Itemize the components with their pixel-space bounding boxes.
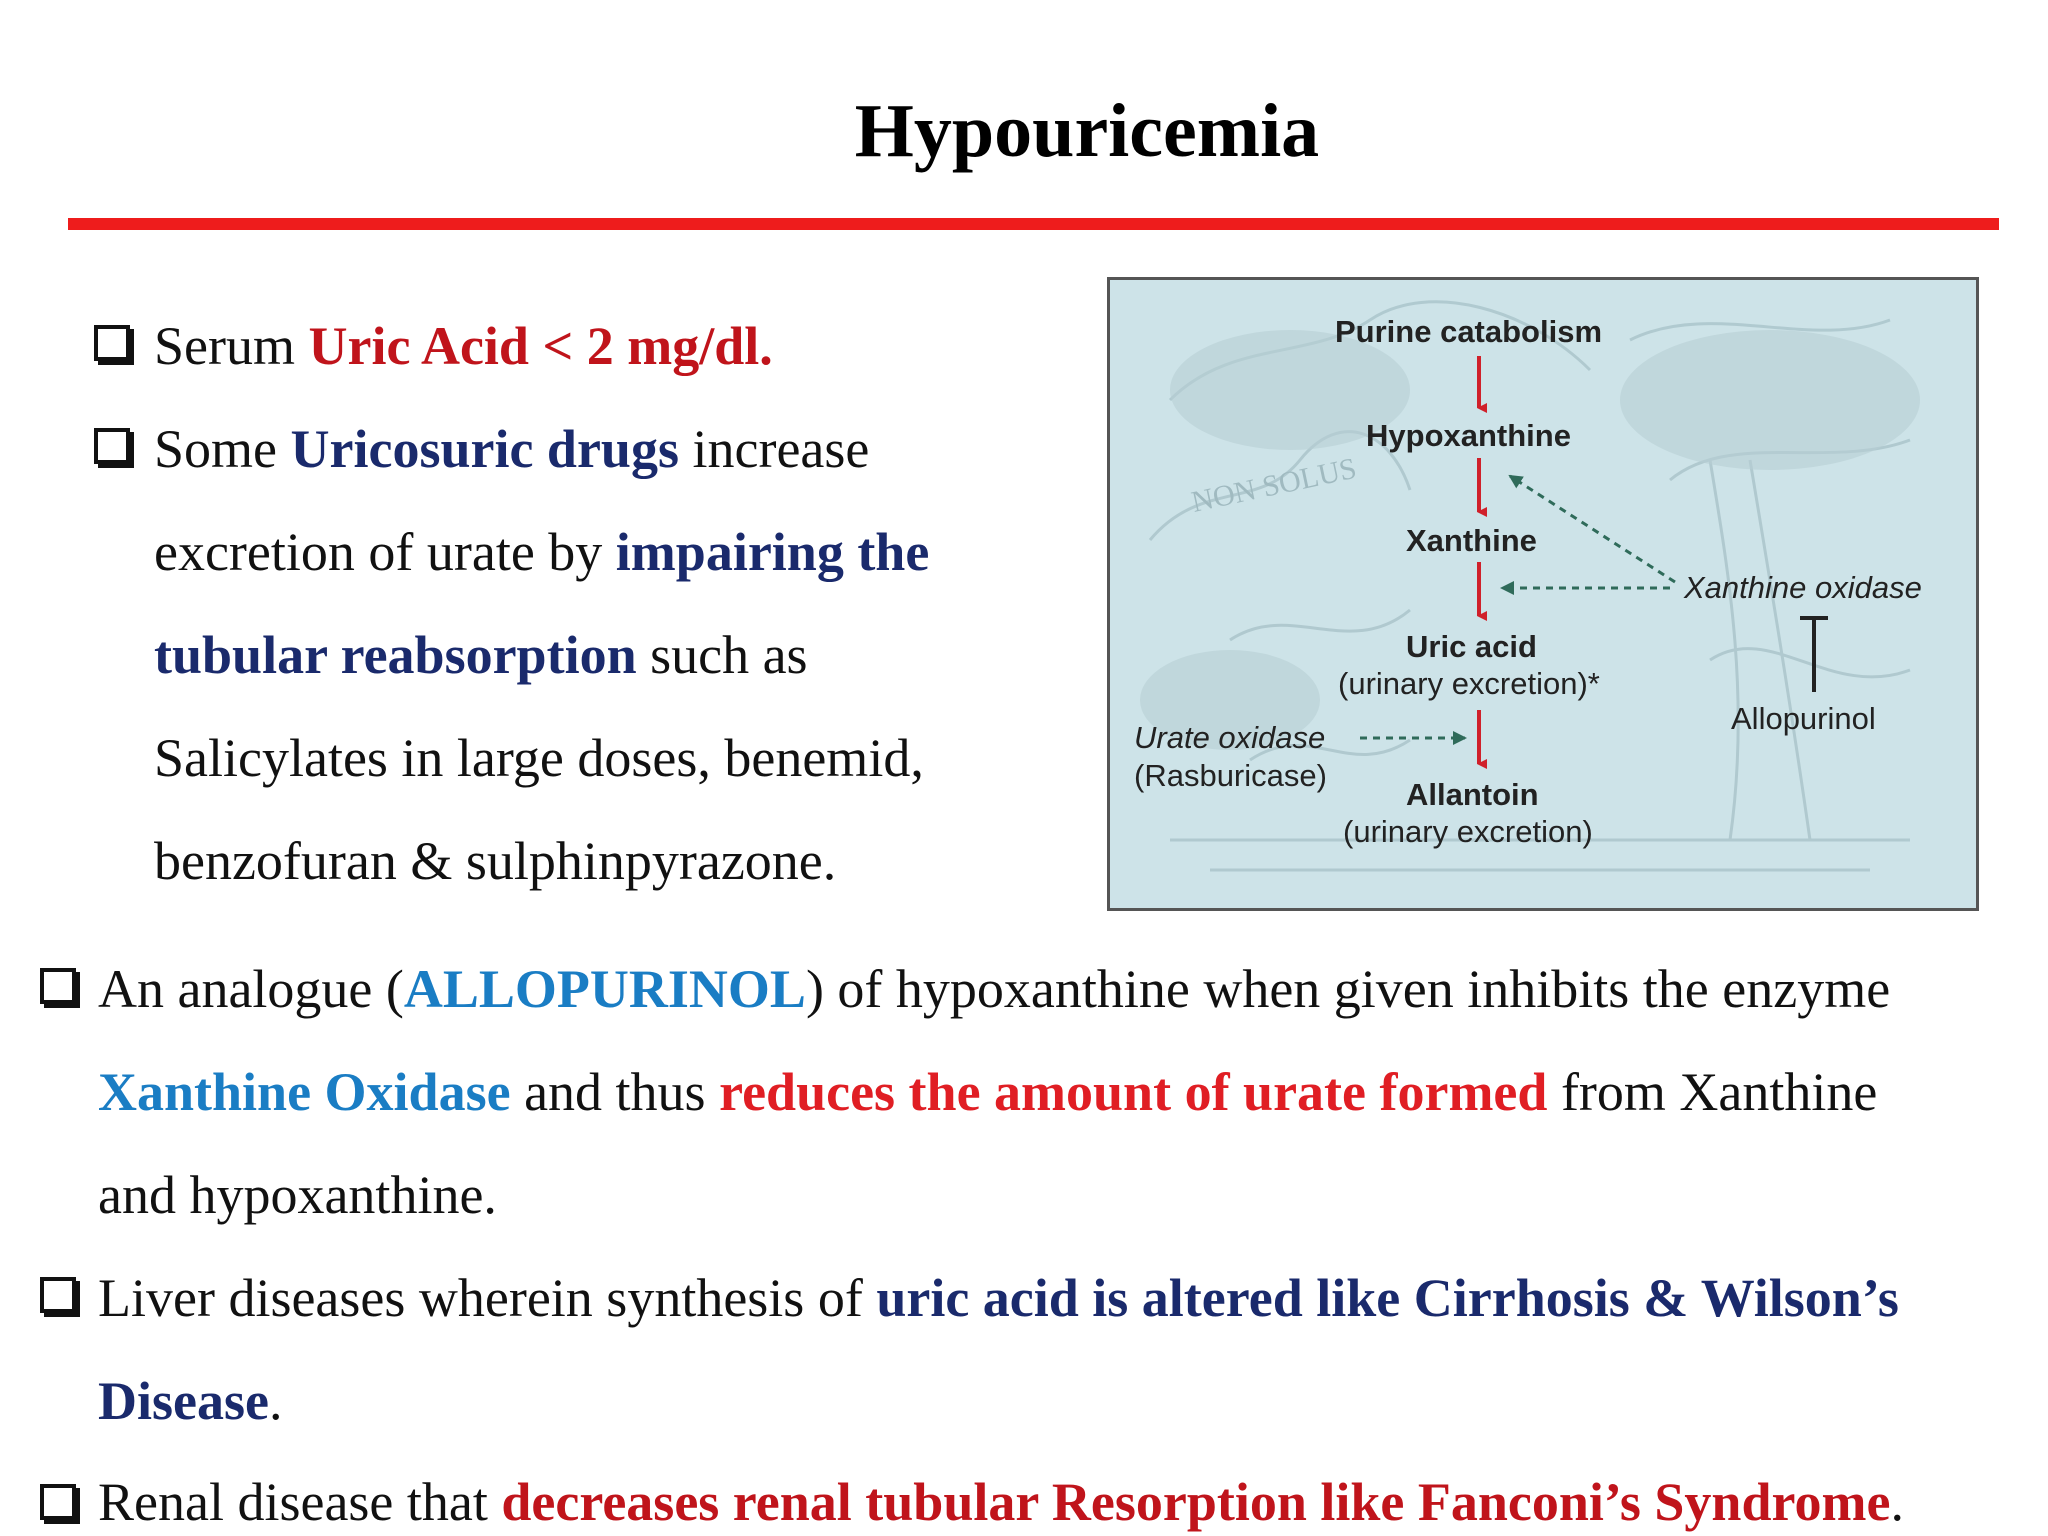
bullet-2-line-3 — [154, 623, 808, 687]
bullet-3-line-2 — [98, 1060, 1877, 1124]
highlight: decreases renal tubular Resorption like Fanconi’s Syndrome — [501, 1472, 1891, 1532]
checkbox-bullet-icon — [40, 1484, 76, 1520]
text: and thus — [510, 1062, 720, 1122]
text: from Xanthine — [1547, 1062, 1878, 1122]
text: Renal disease that — [98, 1472, 502, 1532]
text: Salicylates in large doses, benemid, — [154, 728, 924, 788]
label-xanthine-oxidase: Xanthine oxidase — [1684, 570, 1922, 605]
label-purine-catabolism: Purine catabolism — [1335, 314, 1603, 349]
highlight: impairing the — [615, 522, 930, 582]
label-hypoxanthine: Hypoxanthine — [1366, 418, 1571, 453]
checkbox-bullet-icon — [94, 325, 130, 361]
bullet-2-line-5 — [154, 829, 836, 893]
text: . — [268, 1371, 283, 1431]
text: ) of hypoxanthine when given inhibits the enzyme — [805, 959, 1891, 1019]
highlight: Uric Acid < 2 mg/dl. — [308, 316, 773, 376]
label-allantoin-note: (urinary excretion) — [1343, 814, 1593, 849]
label-uric-acid: Uric acid — [1406, 629, 1537, 664]
bullet-4-line-2 — [98, 1369, 282, 1433]
text: and hypoxanthine. — [98, 1165, 497, 1225]
text: benzofuran & sulphinpyrazone. — [154, 831, 837, 891]
highlight: uric acid is altered like Cirrhosis & Wilson’s — [876, 1268, 1899, 1328]
purine-pathway-figure — [1107, 277, 1979, 911]
highlight: Disease — [98, 1371, 269, 1431]
checkbox-bullet-icon — [40, 968, 76, 1004]
bullet-3-line-3 — [98, 1163, 497, 1227]
watermark-text: NON SOLUS — [1188, 451, 1360, 519]
label-allantoin: Allantoin — [1406, 777, 1539, 812]
bullet-2-line-1 — [154, 417, 869, 481]
text: Liver diseases wherein synthesis of — [98, 1268, 877, 1328]
text: increase — [678, 419, 870, 479]
slide-title: Hypouricemia — [854, 89, 1320, 173]
text: An analogue ( — [98, 959, 404, 1019]
label-uric-acid-note: (urinary excretion)* — [1338, 666, 1600, 701]
text: . — [1890, 1472, 1904, 1532]
bullet-1-line — [154, 314, 773, 378]
highlight: tubular reabsorption — [154, 625, 637, 685]
checkbox-bullet-icon — [40, 1277, 76, 1313]
text: such as — [636, 625, 808, 685]
label-urate-oxidase: Urate oxidase — [1134, 720, 1326, 755]
highlight: reduces the amount of urate formed — [719, 1062, 1548, 1122]
text: excretion of urate by — [154, 522, 616, 582]
label-rasburicase: (Rasburicase) — [1134, 758, 1327, 793]
highlight: Xanthine Oxidase — [98, 1062, 511, 1122]
bullet-5-line — [98, 1470, 1904, 1534]
highlight: ALLOPURINOL — [403, 959, 806, 1019]
text: Some — [154, 419, 291, 479]
bullet-4-line-1 — [98, 1266, 1899, 1330]
bullet-2-line-2 — [154, 520, 929, 584]
bullet-3-line-1 — [98, 957, 1890, 1021]
bullet-2-line-4 — [154, 726, 924, 790]
checkbox-bullet-icon — [94, 428, 130, 464]
text: Serum — [154, 316, 309, 376]
title-underline — [68, 218, 1999, 230]
highlight: Uricosuric drugs — [290, 419, 679, 479]
label-allopurinol: Allopurinol — [1731, 701, 1876, 736]
label-xanthine: Xanthine — [1406, 523, 1537, 558]
